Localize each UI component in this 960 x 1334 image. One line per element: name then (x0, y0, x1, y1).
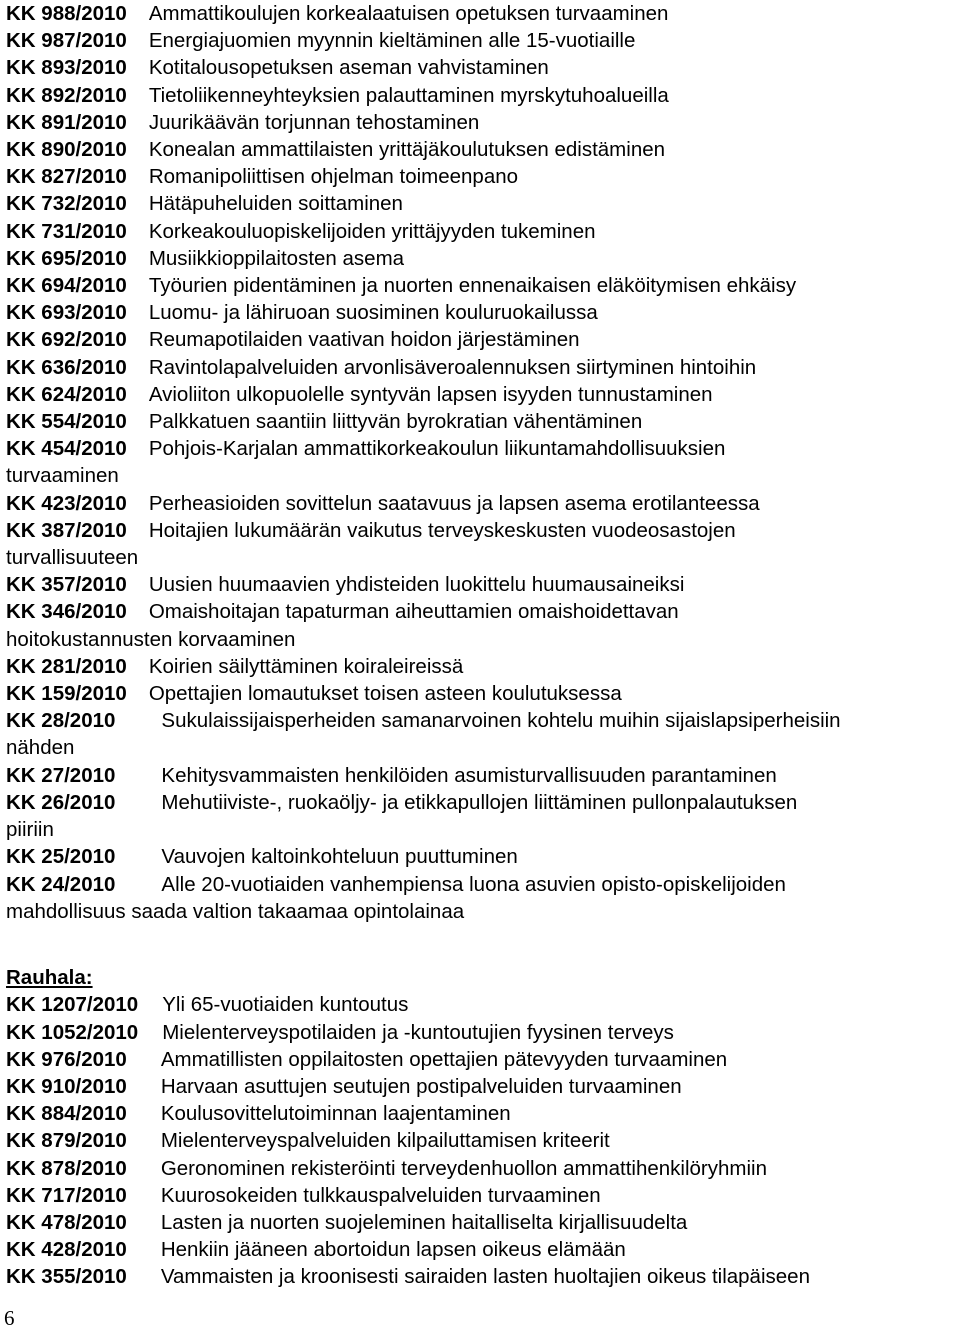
question-entry (6, 1263, 958, 1290)
question-title: Omaishoitajan tapaturman aiheuttamien omaishoidettavan (148, 600, 679, 624)
question-code: KK 423/2010 (6, 491, 127, 515)
question-title-continuation: nähden (6, 736, 75, 760)
question-code: KK 1052/2010 (6, 1020, 139, 1044)
question-entry (6, 326, 958, 353)
question-code: KK 879/2010 (6, 1129, 127, 1153)
question-title: Perheasioiden sovittelun saatavuus ja lapsen asema erotilanteessa (148, 491, 760, 515)
question-title: Vauvojen kaltoinkohteluun puuttuminen (161, 845, 518, 869)
question-title: Koulusovittelutoiminnan laajentaminen (160, 1102, 511, 1126)
question-code: KK 159/2010 (6, 682, 127, 706)
question-entry (6, 109, 958, 136)
question-title: Työurien pidentäminen ja nuorten ennenaikaisen eläköitymisen ehkäisy (148, 274, 797, 298)
question-title: Korkeakouluopiskelijoiden yrittäjyyden tukeminen (148, 219, 596, 243)
question-entry (6, 843, 958, 870)
question-code: KK 731/2010 (6, 219, 127, 243)
question-code: KK 884/2010 (6, 1102, 127, 1126)
section-spacer (6, 952, 958, 964)
question-entry (6, 680, 958, 707)
question-title: Uusien huumaavien yhdisteiden luokittelu huumausaineiksi (148, 573, 685, 597)
question-code: KK 346/2010 (6, 600, 127, 624)
question-entry (6, 1236, 958, 1263)
question-entry (6, 1127, 958, 1154)
question-code: KK 987/2010 (6, 29, 127, 53)
question-title: Tietoliikenneyhteyksien palauttaminen myrskytuhoalueilla (148, 83, 669, 107)
question-code: KK 717/2010 (6, 1183, 127, 1207)
question-entry (6, 598, 958, 625)
question-title: Kotitalousopetuksen aseman vahvistaminen (148, 56, 549, 80)
question-title: Yli 65-vuotiaiden kuntoutus (162, 993, 409, 1017)
question-code: KK 693/2010 (6, 301, 127, 325)
question-entry (6, 991, 958, 1018)
question-title: Reumapotilaiden vaativan hoidon järjestäminen (148, 328, 580, 352)
question-title: Ammattikoulujen korkealaatuisen opetuksen turvaaminen (148, 2, 669, 25)
question-entry (6, 707, 958, 734)
question-title: Konealan ammattilaisten yrittäjäkoulutuksen edistäminen (148, 138, 666, 162)
question-title: Henkiin jääneen abortoidun lapsen oikeus elämään (160, 1238, 626, 1262)
question-code: KK 988/2010 (6, 2, 127, 25)
question-entry (6, 1209, 958, 1236)
question-entry (6, 408, 958, 435)
question-entry (6, 435, 958, 462)
question-title: Juurikäävän torjunnan tehostaminen (148, 110, 480, 134)
question-entry (6, 762, 958, 789)
question-entry (6, 0, 958, 27)
question-code: KK 732/2010 (6, 192, 127, 216)
question-title: Mehutiiviste-, ruokaöljy- ja etikkapullojen liittäminen pullonpalautuksen (161, 790, 798, 814)
question-entry (6, 571, 958, 598)
question-title: Romanipoliittisen ohjelman toimeenpano (148, 165, 519, 189)
question-code: KK 976/2010 (6, 1047, 127, 1071)
question-title: Kuurosokeiden tulkkauspalveluiden turvaaminen (160, 1183, 601, 1207)
question-code: KK 695/2010 (6, 246, 127, 270)
question-title: Palkkatuen saantiin liittyvän byrokratian vähentäminen (148, 410, 643, 434)
question-code: KK 25/2010 (6, 845, 116, 869)
question-entry (6, 245, 958, 272)
question-code: KK 892/2010 (6, 83, 127, 107)
question-entry (6, 272, 958, 299)
question-entry (6, 82, 958, 109)
question-title: Pohjois-Karjalan ammattikorkeakoulun liikuntamahdollisuuksien (148, 437, 726, 461)
question-title: Mielenterveyspalveluiden kilpailuttamisen kriteerit (160, 1129, 610, 1153)
question-code: KK 454/2010 (6, 437, 127, 461)
section-heading-rauhala: Rauhala: (6, 966, 93, 990)
document-body (6, 0, 958, 1291)
question-code: KK 692/2010 (6, 328, 127, 352)
question-list-section-1 (6, 0, 958, 925)
question-title: Kehitysvammaisten henkilöiden asumisturvallisuuden parantaminen (161, 763, 777, 787)
question-code: KK 891/2010 (6, 110, 127, 134)
question-code: KK 893/2010 (6, 56, 127, 80)
question-title: Avioliiton ulkopuolelle syntyvän lapsen isyyden tunnustaminen (148, 382, 713, 406)
question-title: Ammatillisten oppilaitosten opettajien pätevyyden turvaaminen (160, 1047, 728, 1071)
question-code: KK 878/2010 (6, 1156, 127, 1180)
question-title: Vammaisten ja kroonisesti sairaiden lasten huoltajien oikeus tilapäiseen (160, 1265, 810, 1289)
question-title: Hätäpuheluiden soittaminen (148, 192, 403, 216)
question-title: Alle 20-vuotiaiden vanhempiensa luona asuvien opisto-opiskelijoiden (161, 872, 786, 896)
question-title: Lasten ja nuorten suojeleminen haitalliselta kirjallisuudelta (160, 1210, 688, 1234)
question-entry (6, 653, 958, 680)
question-code: KK 890/2010 (6, 138, 127, 162)
question-code: KK 478/2010 (6, 1210, 127, 1234)
question-entry (6, 299, 958, 326)
question-title: Energiajuomien myynnin kieltäminen alle 15-vuotiaille (148, 29, 636, 53)
question-code: KK 910/2010 (6, 1074, 127, 1098)
question-entry (6, 789, 958, 816)
question-entry (6, 54, 958, 81)
question-code: KK 28/2010 (6, 709, 116, 733)
question-title: Harvaan asuttujen seutujen postipalveluiden turvaaminen (160, 1074, 682, 1098)
question-entry (6, 1100, 958, 1127)
question-code: KK 357/2010 (6, 573, 127, 597)
question-code: KK 428/2010 (6, 1238, 127, 1262)
question-code: KK 636/2010 (6, 355, 127, 379)
question-entry (6, 163, 958, 190)
question-code: KK 554/2010 (6, 410, 127, 434)
section-spacer (6, 925, 958, 952)
question-entry (6, 354, 958, 381)
question-code: KK 281/2010 (6, 654, 127, 678)
question-title: Musiikkioppilaitosten asema (148, 246, 405, 270)
question-code: KK 26/2010 (6, 790, 116, 814)
question-entry (6, 517, 958, 544)
question-entry (6, 490, 958, 517)
question-entry (6, 1073, 958, 1100)
question-entry (6, 136, 958, 163)
question-code: KK 355/2010 (6, 1265, 127, 1289)
question-title-continuation: piiriin (6, 818, 54, 842)
question-entry (6, 218, 958, 245)
question-title-continuation: mahdollisuus saada valtion takaamaa opintolainaa (6, 899, 465, 923)
question-list-section-2 (6, 991, 958, 1290)
question-code: KK 387/2010 (6, 518, 127, 542)
question-title-continuation: turvallisuuteen (6, 546, 139, 570)
question-code: KK 694/2010 (6, 274, 127, 298)
question-title: Hoitajien lukumäärän vaikutus terveyskeskusten vuodeosastojen (148, 518, 736, 542)
question-entry (6, 1155, 958, 1182)
question-entry (6, 27, 958, 54)
question-title: Opettajien lomautukset toisen asteen koulutuksessa (148, 682, 622, 706)
question-code: KK 827/2010 (6, 165, 127, 189)
question-title: Ravintolapalveluiden arvonlisäveroalennuksen siirtyminen hintoihin (148, 355, 757, 379)
page-number: 6 (4, 1306, 15, 1330)
question-title: Koirien säilyttäminen koiraleireissä (148, 654, 464, 678)
question-title: Sukulaissijaisperheiden samanarvoinen kohtelu muihin sijaislapsiperheisiin (161, 709, 841, 733)
question-title-continuation: turvaaminen (6, 464, 119, 488)
question-title: Geronominen rekisteröinti terveydenhuollon ammattihenkilöryhmiin (160, 1156, 767, 1180)
question-code: KK 624/2010 (6, 382, 127, 406)
question-title: Luomu- ja lähiruoan suosiminen kouluruokailussa (148, 301, 598, 325)
question-code: KK 27/2010 (6, 763, 116, 787)
question-title-continuation: hoitokustannusten korvaaminen (6, 627, 296, 651)
question-entry (6, 1019, 958, 1046)
question-title: Mielenterveyspotilaiden ja -kuntoutujien fyysinen terveys (162, 1020, 674, 1044)
question-code: KK 1207/2010 (6, 993, 139, 1017)
question-entry (6, 871, 958, 898)
question-entry (6, 381, 958, 408)
question-entry (6, 190, 958, 217)
question-entry (6, 1182, 958, 1209)
question-entry (6, 1046, 958, 1073)
question-code: KK 24/2010 (6, 872, 116, 896)
